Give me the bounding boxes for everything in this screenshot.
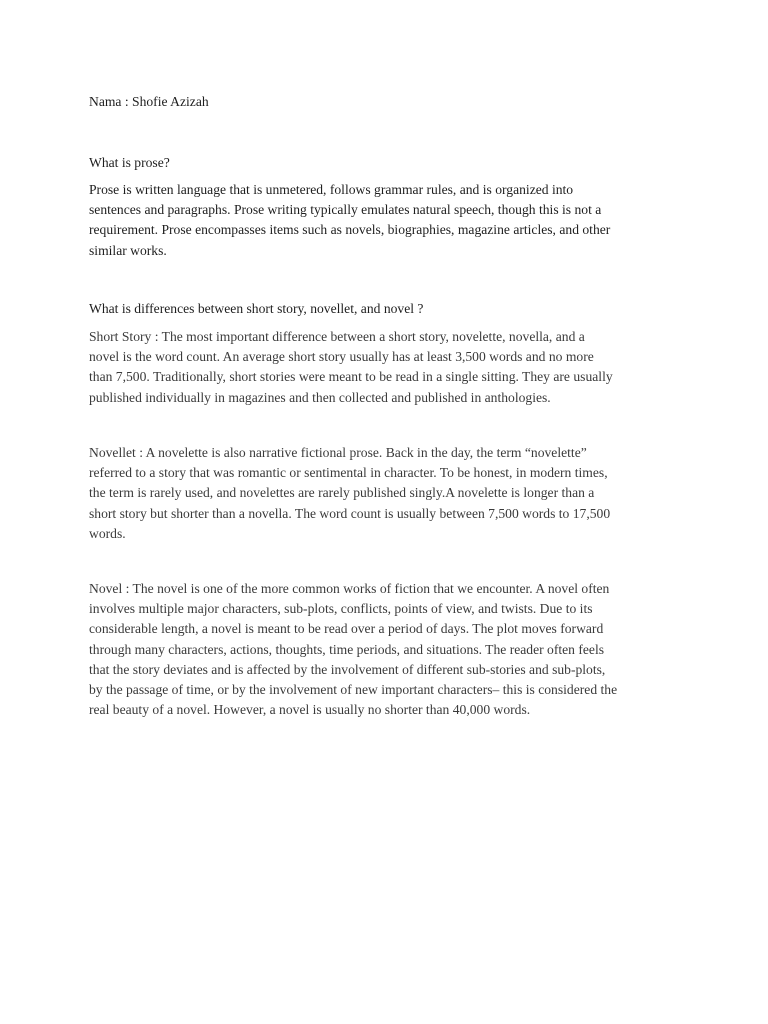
author-name: Nama : Shofie Azizah: [89, 94, 209, 109]
paragraph-line: Prose is written language that is unmetered, follows grammar rules, and is organized into: [89, 182, 574, 197]
paragraph-line: considerable length, a novel is meant to be read over a period of days. The plot moves forward: [89, 621, 604, 637]
paragraph-line: through many characters, actions, thoughts, time periods, and situations. The reader often feels: [89, 641, 605, 657]
question-prose: What is prose?: [89, 155, 170, 170]
paragraph-line: involves multiple major characters, sub-plots, conflicts, points of view, and twists. Due to its: [89, 601, 593, 617]
paragraph-line: published individually in magazines and then collected and published in anthologies.: [89, 389, 551, 405]
paragraph-line: novel is the word count. An average short story usually has at least 3,500 words and no more: [89, 349, 594, 365]
paragraph-line: that the story deviates and is affected by the involvement of different sub-stories and sub-plots,: [89, 661, 606, 677]
novel-paragraph: [89, 579, 689, 720]
paragraph-line: words.: [89, 525, 126, 541]
novellet-paragraph: [89, 443, 689, 544]
paragraph-line: short story but shorter than a novella. The word count is usually between 7,500 words to 17,500: [89, 505, 611, 521]
paragraph-line: by the passage of time, or by the involvement of new important characters– this is considered the: [89, 682, 618, 698]
paragraph-line: Short Story : The most important difference between a short story, novelette, novella, and a: [89, 329, 585, 344]
paragraph-line: referred to a story that was romantic or sentimental in character. To be honest, in modern times,: [89, 465, 608, 481]
paragraph-line: sentences and paragraphs. Prose writing typically emulates natural speech, though this is not a: [89, 202, 602, 218]
question-differences: What is differences between short story, novellet, and novel ?: [89, 301, 424, 316]
paragraph-line: the term is rarely used, and novelettes are rarely published singly.A novelette is longer than a: [89, 485, 595, 501]
short-story-paragraph: [89, 327, 689, 408]
paragraph-line: similar works.: [89, 242, 167, 258]
prose-paragraph: [89, 180, 689, 261]
paragraph-line: than 7,500. Traditionally, short stories were meant to be read in a single sitting. They are usually: [89, 369, 613, 385]
paragraph-line: real beauty of a novel. However, a novel is usually no shorter than 40,000 words.: [89, 702, 531, 718]
paragraph-line: Novel : The novel is one of the more common works of fiction that we encounter. A novel often: [89, 581, 610, 596]
paragraph-line: requirement. Prose encompasses items such as novels, biographies, magazine articles, and other: [89, 222, 611, 238]
paragraph-line: Novellet : A novelette is also narrative fictional prose. Back in the day, the term “novelette”: [89, 445, 587, 460]
